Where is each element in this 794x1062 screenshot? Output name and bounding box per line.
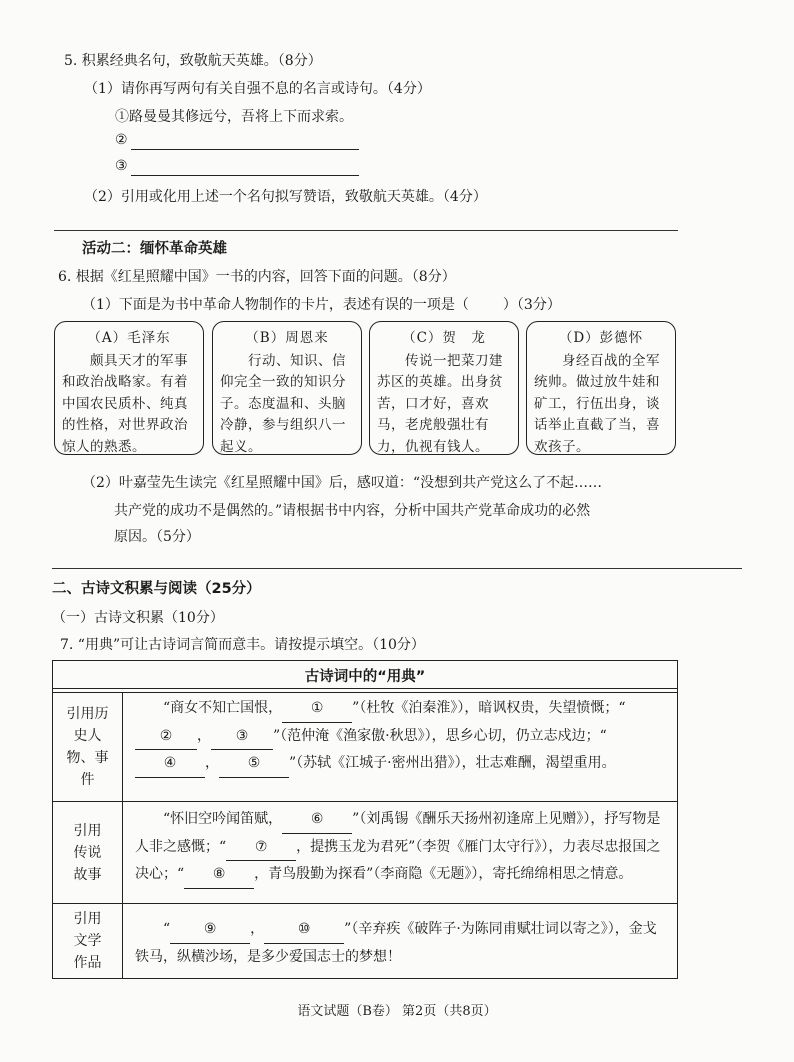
table-row-3-text xyxy=(135,916,667,970)
card-a xyxy=(54,321,204,455)
fill-blank-⑨[interactable]: ⑨ xyxy=(170,916,250,944)
allusion-table xyxy=(52,660,678,979)
table-text-segment: ”（范仲淹《渔家傲·秋思》），思乡心切，仍立志戍边；“ xyxy=(273,727,607,744)
table-row-1-text xyxy=(135,695,667,778)
table-text-segment: ”（杜牧《泊秦淮》），暗讽权贵，失望愤慨；“ xyxy=(352,700,626,716)
table-category-2 xyxy=(53,802,123,903)
activity2-title: 活动二：缅怀革命英雄 xyxy=(82,241,227,257)
card-b xyxy=(212,321,362,455)
card-a-title: （A）毛泽东 xyxy=(87,330,171,346)
table-text-segment: “ xyxy=(135,921,171,937)
q5-item1: ①路曼曼其修远兮，吾将上下而求索。 xyxy=(115,109,353,125)
table-text-segment: ”（辛弃疾《破阵子·为陈同甫赋壮词以寄之》），金戈铁马，纵横沙场，是多少爱国志士的梦想！ xyxy=(135,921,657,965)
fill-blank-⑩[interactable]: ⑩ xyxy=(264,916,344,944)
table-caption-rule-top xyxy=(53,688,677,689)
table-text-segment: ， xyxy=(250,921,265,937)
q6-sub1 xyxy=(82,294,561,314)
q6-sub1-text: （1）下面是为书中革命人物制作的卡片，表述有误的一项是（ xyxy=(82,297,469,313)
card-b-title: （B）周恩来 xyxy=(245,330,329,346)
fill-blank-⑧[interactable]: ⑧ xyxy=(184,861,254,889)
q5-item3-label: ③ xyxy=(115,158,128,174)
card-a-body: 颇具天才的军事和政治战略家。有着中国农民质朴、纯真的性格，对世界政治惊人的熟悉。 xyxy=(62,352,188,455)
section-divider xyxy=(54,230,678,231)
table-text-segment: ，提携玉龙为君死”（李贺《雁门太守行》），力表尽忠报国之决心；“ xyxy=(135,838,661,882)
fill-blank-④[interactable]: ④ xyxy=(135,750,205,778)
q5-item2-label: ② xyxy=(115,132,128,148)
table-category-3 xyxy=(53,904,123,978)
table-text-segment: “怀旧空吟闻笛赋， xyxy=(135,811,283,827)
table-row-2-text xyxy=(135,806,667,889)
q6-sub1-score: ）（3分） xyxy=(502,297,561,313)
table-row-divider-1 xyxy=(53,801,677,802)
card-c xyxy=(369,321,519,455)
q6-stem: 6. 根据《红星照耀中国》一书的内容，回答下面的问题。（8分） xyxy=(58,269,456,285)
card-b-body: 行动、知识、信仰完全一致的知识分子。态度温和、头脑冷静，参与组织八一起义。 xyxy=(220,352,346,455)
card-d-body: 身经百战的全军统帅。做过放牛娃和矿工，行伍出身，谈话举止直截了当，喜欢孩子。 xyxy=(534,352,660,455)
card-d xyxy=(526,321,676,455)
q5-answer-line-2[interactable] xyxy=(131,149,359,150)
table-text-segment: ”（刘禹锡《酬乐天扬州初逢席上见赠》），抒写物是人非之感慨；“ xyxy=(135,811,661,855)
table-caption-rule-bottom xyxy=(53,692,677,693)
fill-blank-③[interactable]: ③ xyxy=(211,723,273,751)
table-caption: 古诗词中的“用典” xyxy=(304,669,426,685)
q5-sub1: （1）请你再写两句有关自强不息的名言或诗句。（4分） xyxy=(84,81,431,97)
card-c-body: 传说一把菜刀建苏区的英雄。出身贫苦，口才好，喜欢马，老虎般强壮有力，仇视有钱人。 xyxy=(377,352,503,455)
fill-blank-⑥[interactable]: ⑥ xyxy=(282,806,352,834)
table-text-segment: ，青鸟殷勤为探看”（李商隐《无题》），寄托绵绵相思之情意。 xyxy=(254,866,633,882)
fill-blank-⑤[interactable]: ⑤ xyxy=(219,750,289,778)
q6-sub2-line1: （2）叶嘉莹先生读完《红星照耀中国》后，感叹道：“没想到共产党这么了不起…… xyxy=(82,475,603,491)
table-category-1-text: 引用历史人物、事件 xyxy=(66,706,109,788)
part2-title: 二、古诗文积累与阅读（25分） xyxy=(52,581,261,597)
q7-stem: 7. “用典”可让古诗词言简而意丰。请按提示填空。（10分） xyxy=(60,637,425,653)
table-text-segment: “商女不知亡国恨， xyxy=(135,700,283,716)
table-category-2-text: 引用传说故事 xyxy=(73,822,102,883)
q5-sub2: （2）引用或化用上述一个名句拟写赞语，致敬航天英雄。（4分） xyxy=(84,189,487,205)
q6-sub2-line3: 原因。（5分） xyxy=(114,529,200,545)
part-divider xyxy=(52,568,742,569)
table-text-segment: ， xyxy=(205,755,219,771)
table-text-segment: ， xyxy=(197,727,211,744)
table-category-3-text: 引用文学作品 xyxy=(73,911,102,971)
fill-blank-②[interactable]: ② xyxy=(135,723,197,751)
card-d-title: （D）彭德怀 xyxy=(558,330,644,346)
q5-answer-line-3[interactable] xyxy=(131,175,359,176)
table-text-segment: ”（苏轼《江城子·密州出猎》），壮志难酬，渴望重用。 xyxy=(289,755,616,771)
table-category-1 xyxy=(53,693,123,801)
fill-blank-①[interactable]: ① xyxy=(282,695,352,723)
card-c-title: （C）贺 龙 xyxy=(402,330,486,346)
q5-stem: 5. 积累经典名句，致敬航天英雄。（8分） xyxy=(64,53,322,69)
part2-sec1: （一）古诗文积累（10分） xyxy=(52,610,224,626)
fill-blank-⑦[interactable]: ⑦ xyxy=(226,834,296,862)
table-row-divider-2 xyxy=(53,903,677,904)
q6-sub2-line2: 共产党的成功不是偶然的。”请根据书中内容，分析中国共产党革命成功的必然 xyxy=(114,503,591,519)
page-footer: 语文试题（B卷） 第2页（共8页） xyxy=(297,1004,497,1019)
